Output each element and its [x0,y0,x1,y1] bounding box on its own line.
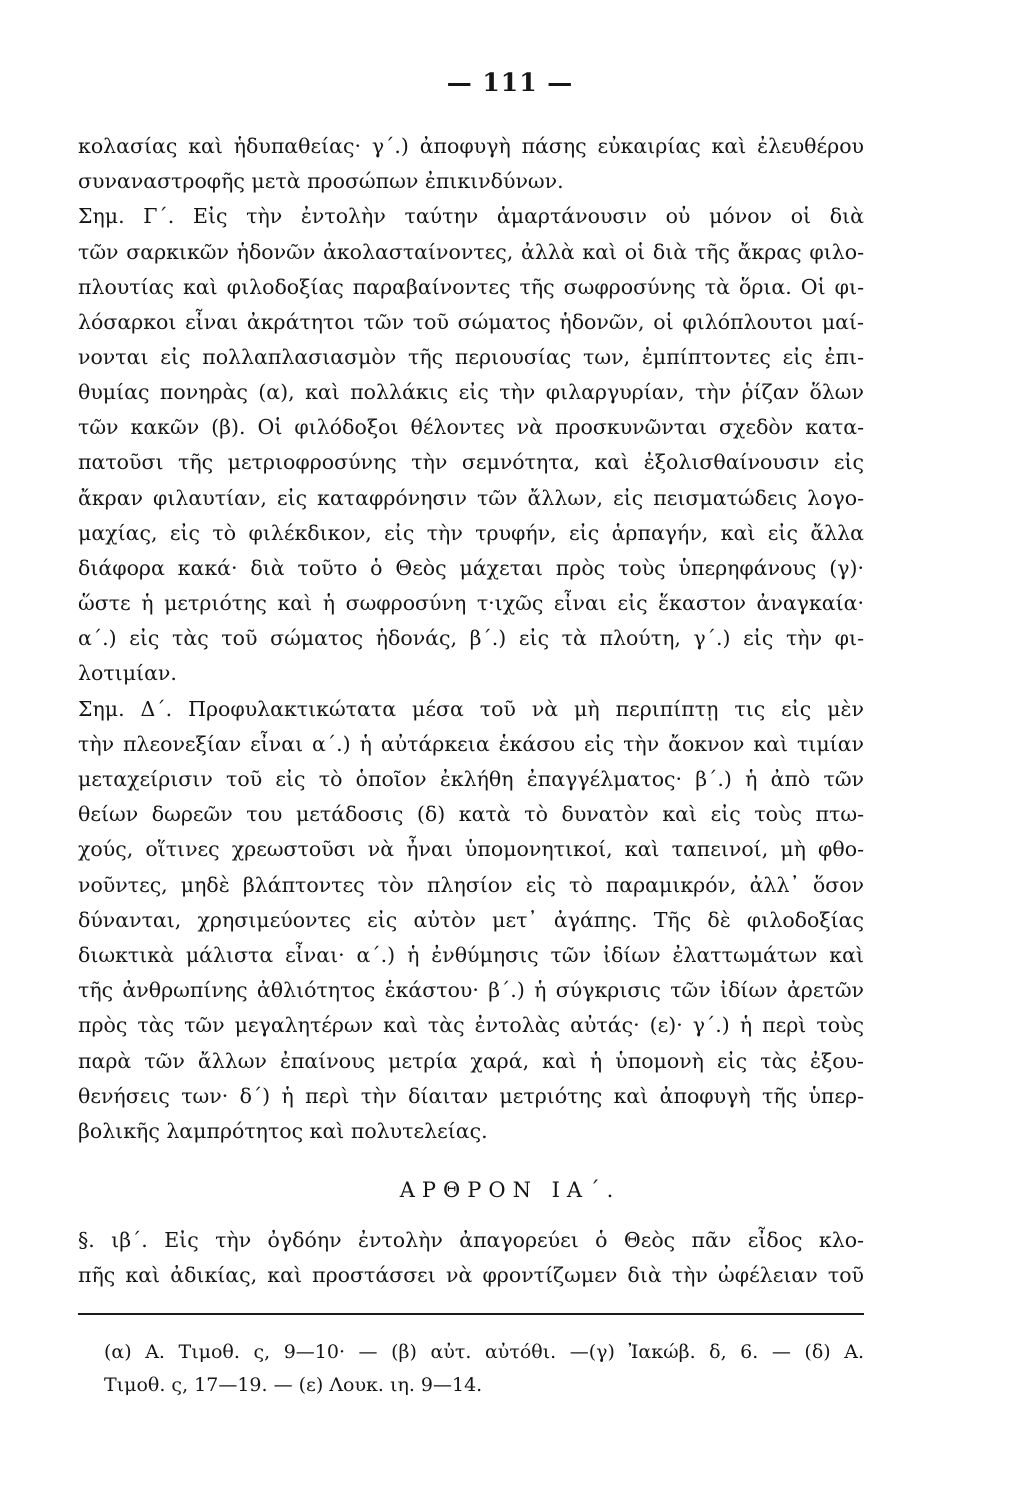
text-line: πατοῦσι τῆς μετριοφροσύνης τὴν σεμνότητα, καὶ ἐξολισθαίνουσιν εἰς [78,450,864,474]
text-line: α΄.) εἰς τὰς τοῦ σώματος ἡδονάς, β΄.) εἰς τὰ πλούτη, γ΄.) εἰς τὴν φι- [78,626,864,650]
text-line: δύνανται, χρησιμεύοντες εἰς αὐτὸν μετ᾿ ἀγάπης. Τῆς δὲ φιλοδοξίας [78,908,864,932]
footnote-line: Τιμοθ. ς, 17—19. — (ε) Λουκ. ιη. 9—14. [104,1374,483,1396]
text-line: χούς, οἵτινες χρεωστοῦσι νὰ ἦναι ὑπομονητικοί, καὶ ταπεινοί, μὴ φθο- [78,837,864,861]
text-line: διωκτικὰ μάλιστα εἶναι· α΄.) ἡ ἐνθύμησις τῶν ἰδίων ἐλαττωμάτων καὶ [78,943,864,967]
text-line: πῆς καὶ ἀδικίας, καὶ προστάσσει νὰ φροντίζωμεν διὰ τὴν ὠφέλειαν τοῦ [78,1263,864,1287]
text-line: πρὸς τὰς τῶν μεγαλητέρων καὶ τὰς ἐντολὰς αὐτάς· (ε)· γ΄.) ἡ περὶ τοὺς [78,1013,864,1037]
text-line: πλουτίας καὶ φιλοδοξίας παραβαίνοντες τῆς σωφροσύνης τὰ ὅρια. Οἱ φι- [78,275,864,299]
text-line: συναναστροφῆς μετὰ προσώπων ἐπικινδύνων. [78,169,564,193]
text-line: §. ιβ΄. Εἰς τὴν ὀγδόην ἐντολὴν ἀπαγορεύει ὁ Θεὸς πᾶν εἶδος κλο- [78,1228,864,1252]
text-line: κολασίας καὶ ἡδυπαθείας· γ΄.) ἀποφυγὴ πάσης εὐκαιρίας καὶ ἐλευθέρου [78,134,864,158]
text-line: θείων δωρεῶν του μετάδοσις (δ) κατὰ τὸ δυνατὸν καὶ εἰς τοὺς πτω- [78,802,864,826]
text-line: ὥστε ἡ μετριότης καὶ ἡ σωφροσύνη τ·ιχῶς εἶναι εἰς ἕκαστον ἀναγκαία· [78,591,864,615]
text-line: λοτιμίαν. [78,661,177,685]
text-line: βολικῆς λαμπρότητος καὶ πολυτελείας. [78,1119,488,1143]
text-line: θενήσεις των· δ΄) ἡ περὶ τὴν δίαιταν μετριότης καὶ ἀποφυγὴ τῆς ὑπερ- [78,1084,864,1108]
text-line: ἄκραν φιλαυτίαν, εἰς καταφρόνησιν τῶν ἄλλων, εἰς πεισματώδεις λογο- [78,486,864,510]
footnote-divider [78,1313,864,1315]
text-line: τῆς ἀνθρωπίνης ἀθλιότητος ἑκάστου· β΄.) ἡ σύγκρισις τῶν ἰδίων ἀρετῶν [78,978,864,1002]
text-line: τῶν σαρκικῶν ἡδονῶν ἀκολασταίνοντες, ἀλλὰ καὶ οἱ διὰ τῆς ἄκρας φιλο- [78,240,864,264]
text-line: λόσαρκοι εἶναι ἀκράτητοι τῶν τοῦ σώματος ἡδονῶν, οἱ φιλόπλουτοι μαί- [78,310,864,334]
text-line: παρὰ τῶν ἄλλων ἐπαίνους μετρία χαρά, καὶ ἡ ὑπομονὴ εἰς τὰς ἐξου- [78,1049,864,1073]
text-line: τὴν πλεονεξίαν εἶναι α΄.) ἡ αὐτάρκεια ἑκάσου εἰς τὴν ἄοκνον καὶ τιμίαν [78,732,864,756]
page-number: — 111 — [446,68,574,97]
text-line: Σημ. Γ΄. Εἰς τὴν ἐντολὴν ταύτην ἁμαρτάνουσιν οὐ μόνον οἱ διὰ [78,204,864,228]
article-heading: ΑΡΘΡΟΝ ΙΑ΄. [399,1178,621,1202]
text-line: νοῦντες, μηδὲ βλάπτοντες τὸν πλησίον εἰς τὸ παραμικρόν, ἀλλ᾿ ὅσον [78,873,864,897]
text-line: διάφορα κακά· διὰ τοῦτο ὁ Θεὸς μάχεται πρὸς τοὺς ὑπερηφάνους (γ)· [78,556,864,580]
text-line: θυμίας πονηρὰς (α), καὶ πολλάκις εἰς τὴν φιλαργυρίαν, τὴν ῥίζαν ὅλων [78,380,864,404]
text-line: νονται εἰς πολλαπλασιασμὸν τῆς περιουσίας των, ἐμπίπτοντες εἰς ἐπι- [78,345,864,369]
text-line: Σημ. Δ΄. Προφυλακτικώτατα μέσα τοῦ νὰ μὴ περιπίπτῃ τις εἰς μὲν [78,697,864,721]
text-line: τῶν κακῶν (β). Οἱ φιλόδοξοι θέλοντες νὰ προσκυνῶνται σχεδὸν κατα- [78,415,864,439]
footnote-line: (α) Α. Τιμοθ. ς, 9—10· — (β) αὐτ. αὐτόθι. —(γ) Ἰακώβ. δ, 6. — (δ) Α. [104,1341,864,1363]
text-line: μεταχείρισιν τοῦ εἰς τὸ ὁποῖον ἐκλήθη ἐπαγγέλματος· β΄.) ἡ ἀπὸ τῶν [78,767,864,791]
text-line: μαχίας, εἰς τὸ φιλέκδικον, εἰς τὴν τρυφήν, εἰς ἁρπαγήν, καὶ εἰς ἄλλα [78,521,864,545]
